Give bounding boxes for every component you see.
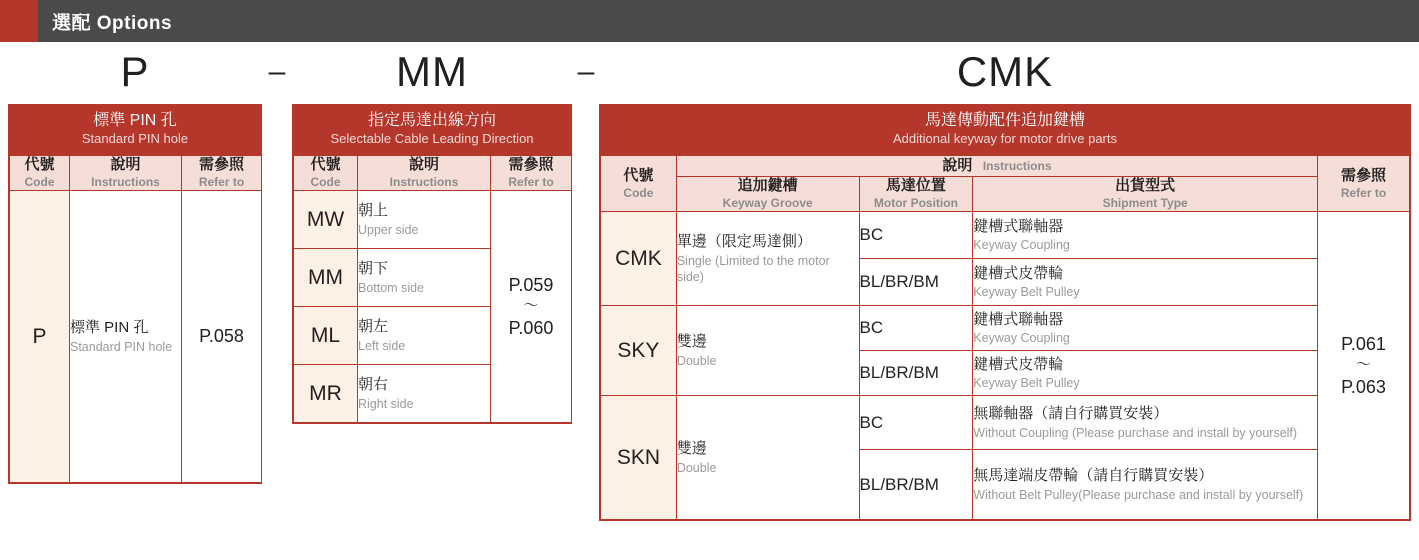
table-header-row-1 bbox=[601, 156, 1410, 177]
block-title-cmk-zh: 馬達傳動配件追加鍵槽 bbox=[924, 112, 1085, 129]
header-keyway-groove bbox=[676, 177, 859, 212]
header-instructions-en: Instructions bbox=[91, 175, 160, 189]
header-instructions bbox=[358, 156, 491, 191]
header-shipment-type bbox=[973, 177, 1318, 212]
block-title-en: Standard PIN hole bbox=[81, 131, 189, 146]
cell-desc-p bbox=[70, 191, 182, 483]
table-row bbox=[294, 191, 572, 249]
header-refer-en: Refer to bbox=[1340, 185, 1387, 200]
header-refer-to bbox=[491, 156, 572, 191]
header-code bbox=[294, 156, 358, 191]
cell-shipment-cmk-bl-zh: 鍵槽式皮帶輪 bbox=[973, 264, 1064, 282]
header-keyway-groove-en: Keyway Groove bbox=[722, 196, 813, 210]
cell-shipment-cmk-bl-en: Keyway Belt Pulley bbox=[973, 285, 1080, 300]
cell-position-skn-bl: BL/BR/BM bbox=[859, 450, 973, 520]
block-title-cmk-en: Additional keyway for motor drive parts bbox=[893, 131, 1117, 146]
cell-keyway-sky-zh: 雙邊 bbox=[676, 333, 707, 351]
cell-desc-ml-zh: 朝左 bbox=[358, 318, 389, 336]
cell-code-ml: ML bbox=[294, 307, 358, 365]
cell-desc-mm bbox=[358, 249, 491, 307]
cell-shipment-sky-bc bbox=[973, 306, 1318, 351]
cell-position-sky-bl: BL/BR/BM bbox=[859, 351, 973, 396]
block-title-mm bbox=[293, 105, 571, 155]
header-code bbox=[10, 156, 70, 191]
cell-refer-cmk bbox=[1318, 212, 1410, 520]
cell-shipment-sky-bc-zh: 鍵槽式聯軸器 bbox=[973, 310, 1064, 328]
header-motor-position bbox=[859, 177, 973, 212]
cell-keyway-sky bbox=[676, 306, 859, 396]
table-additional-keyway bbox=[599, 104, 1411, 521]
table-cable-leading-direction bbox=[292, 104, 572, 424]
cell-desc-mr-en: Right side bbox=[358, 396, 414, 411]
header-refer-en: Refer to bbox=[508, 175, 554, 189]
header-instructions-en: Instructions bbox=[389, 175, 459, 189]
refer-tilde: ～ bbox=[523, 297, 539, 315]
cell-desc-mm-en: Bottom side bbox=[358, 280, 425, 295]
cell-shipment-sky-bc-en: Keyway Coupling bbox=[973, 331, 1070, 346]
header-instructions-group bbox=[676, 156, 1317, 177]
cell-code-cmk: CMK bbox=[601, 212, 677, 306]
header-code-en: Code bbox=[623, 185, 654, 200]
refer-to: P.063 bbox=[1341, 376, 1386, 397]
header-code-en: Code bbox=[310, 175, 341, 189]
cell-keyway-cmk-en: Single (Limited to the motor side) bbox=[676, 253, 830, 284]
header-instructions-zh: 說明 bbox=[942, 157, 973, 175]
cell-desc-p-en: Standard PIN hole bbox=[70, 339, 173, 354]
grid-mm bbox=[293, 155, 572, 423]
block-title-cmk bbox=[600, 105, 1410, 155]
model-code-row bbox=[0, 46, 1419, 98]
table-row bbox=[601, 396, 1410, 450]
cell-keyway-cmk bbox=[676, 212, 859, 306]
header-instructions bbox=[70, 156, 182, 191]
cell-keyway-skn-zh: 雙邊 bbox=[676, 440, 707, 458]
code-separator-1: – bbox=[268, 55, 286, 88]
cell-keyway-skn-en: Double bbox=[676, 460, 717, 475]
header-refer-zh: 需參照 bbox=[198, 156, 244, 174]
cell-code-mm: MM bbox=[294, 249, 358, 307]
table-standard-pin-hole bbox=[8, 104, 262, 484]
page-header-bar bbox=[0, 0, 1419, 42]
header-accent-block bbox=[0, 0, 38, 42]
code-segment-p: P bbox=[120, 48, 150, 95]
header-code-en: Code bbox=[24, 175, 55, 189]
cell-code-skn: SKN bbox=[601, 396, 677, 520]
cell-desc-mr bbox=[358, 365, 491, 423]
header-refer-to bbox=[182, 156, 262, 191]
table-header-row bbox=[294, 156, 572, 191]
cell-shipment-skn-bl-zh: 無馬達端皮帶輪（請自行購買安裝） bbox=[973, 467, 1214, 485]
code-separator-2: – bbox=[577, 55, 595, 88]
grid-p bbox=[9, 155, 262, 483]
cell-keyway-cmk-zh: 單邊（限定馬達側） bbox=[676, 233, 812, 250]
cell-shipment-skn-bc bbox=[973, 396, 1318, 450]
header-keyway-groove-zh: 追加鍵槽 bbox=[737, 177, 798, 195]
refer-to: P.060 bbox=[508, 317, 554, 338]
page-title: 選配 Options bbox=[52, 12, 173, 34]
cell-position-cmk-bl: BL/BR/BM bbox=[859, 259, 973, 306]
header-refer-to bbox=[1318, 156, 1410, 212]
cell-code-sky: SKY bbox=[601, 306, 677, 396]
cell-desc-mw-zh: 朝上 bbox=[358, 202, 389, 220]
cell-code-p: P bbox=[10, 191, 70, 483]
cell-refer-mm bbox=[491, 191, 572, 423]
cell-shipment-cmk-bc-en: Keyway Coupling bbox=[973, 238, 1070, 253]
block-title-mm-en: Selectable Cable Leading Direction bbox=[330, 131, 534, 146]
header-code-zh: 代號 bbox=[24, 156, 55, 174]
cell-position-skn-bc: BC bbox=[859, 396, 973, 450]
header-instructions-en: Instructions bbox=[982, 159, 1052, 174]
cell-shipment-skn-bl bbox=[973, 450, 1318, 520]
cell-shipment-sky-bl-en: Keyway Belt Pulley bbox=[973, 376, 1080, 391]
refer-from: P.059 bbox=[508, 275, 554, 296]
table-header-row-2 bbox=[601, 177, 1410, 212]
cell-code-mw: MW bbox=[294, 191, 358, 249]
cell-desc-mr-zh: 朝右 bbox=[358, 376, 389, 394]
header-refer-en: Refer to bbox=[198, 175, 245, 189]
cell-code-mr: MR bbox=[294, 365, 358, 423]
header-instructions-zh: 說明 bbox=[408, 156, 439, 174]
cell-desc-p-zh: 標準 PIN 孔 bbox=[70, 319, 149, 337]
cell-desc-mw bbox=[358, 191, 491, 249]
cell-desc-mw-en: Upper side bbox=[358, 222, 419, 237]
header-motor-position-zh: 馬達位置 bbox=[885, 177, 946, 195]
table-header-row bbox=[10, 156, 262, 191]
cell-desc-mm-zh: 朝下 bbox=[358, 260, 389, 278]
block-title-mm-zh: 指定馬達出線方向 bbox=[367, 112, 496, 129]
cell-shipment-sky-bl bbox=[973, 351, 1318, 396]
table-row bbox=[10, 191, 262, 483]
header-code-zh: 代號 bbox=[623, 166, 654, 184]
refer-tilde: ～ bbox=[1356, 356, 1372, 374]
cell-shipment-skn-bc-en: Without Coupling (Please purchase and install by yourself) bbox=[973, 425, 1298, 440]
header-shipment-type-zh: 出貨型式 bbox=[1115, 177, 1176, 195]
header-instructions-zh: 說明 bbox=[110, 156, 141, 174]
block-title-zh: 標準 PIN 孔 bbox=[93, 112, 177, 129]
cell-shipment-skn-bc-zh: 無聯軸器（請自行購買安裝） bbox=[973, 405, 1169, 423]
cell-shipment-cmk-bc bbox=[973, 212, 1318, 259]
cell-shipment-cmk-bl bbox=[973, 259, 1318, 306]
cell-shipment-sky-bl-zh: 鍵槽式皮帶輪 bbox=[973, 355, 1064, 373]
cell-shipment-skn-bl-en: Without Belt Pulley(Please purchase and install by yourself) bbox=[973, 487, 1304, 502]
block-title-p bbox=[9, 105, 261, 155]
table-row bbox=[601, 306, 1410, 351]
cell-refer-p: P.058 bbox=[182, 191, 262, 483]
header-code-zh: 代號 bbox=[310, 156, 341, 174]
cell-desc-ml bbox=[358, 307, 491, 365]
header-motor-position-en: Motor Position bbox=[873, 196, 958, 210]
header-refer-zh: 需參照 bbox=[1341, 166, 1387, 184]
cell-keyway-skn bbox=[676, 396, 859, 520]
refer-from: P.061 bbox=[1341, 334, 1386, 355]
table-row bbox=[601, 212, 1410, 259]
grid-cmk bbox=[600, 155, 1410, 520]
cell-desc-ml-en: Left side bbox=[358, 338, 406, 353]
cell-shipment-cmk-bc-zh: 鍵槽式聯軸器 bbox=[973, 217, 1064, 235]
cell-position-cmk-bc: BC bbox=[859, 212, 973, 259]
cell-position-sky-bc: BC bbox=[859, 306, 973, 351]
code-segment-cmk: CMK bbox=[956, 48, 1054, 95]
cell-keyway-sky-en: Double bbox=[676, 353, 717, 368]
code-segment-mm: MM bbox=[396, 48, 468, 95]
header-refer-zh: 需參照 bbox=[508, 156, 554, 174]
header-shipment-type-en: Shipment Type bbox=[1102, 196, 1188, 210]
header-code bbox=[601, 156, 677, 212]
